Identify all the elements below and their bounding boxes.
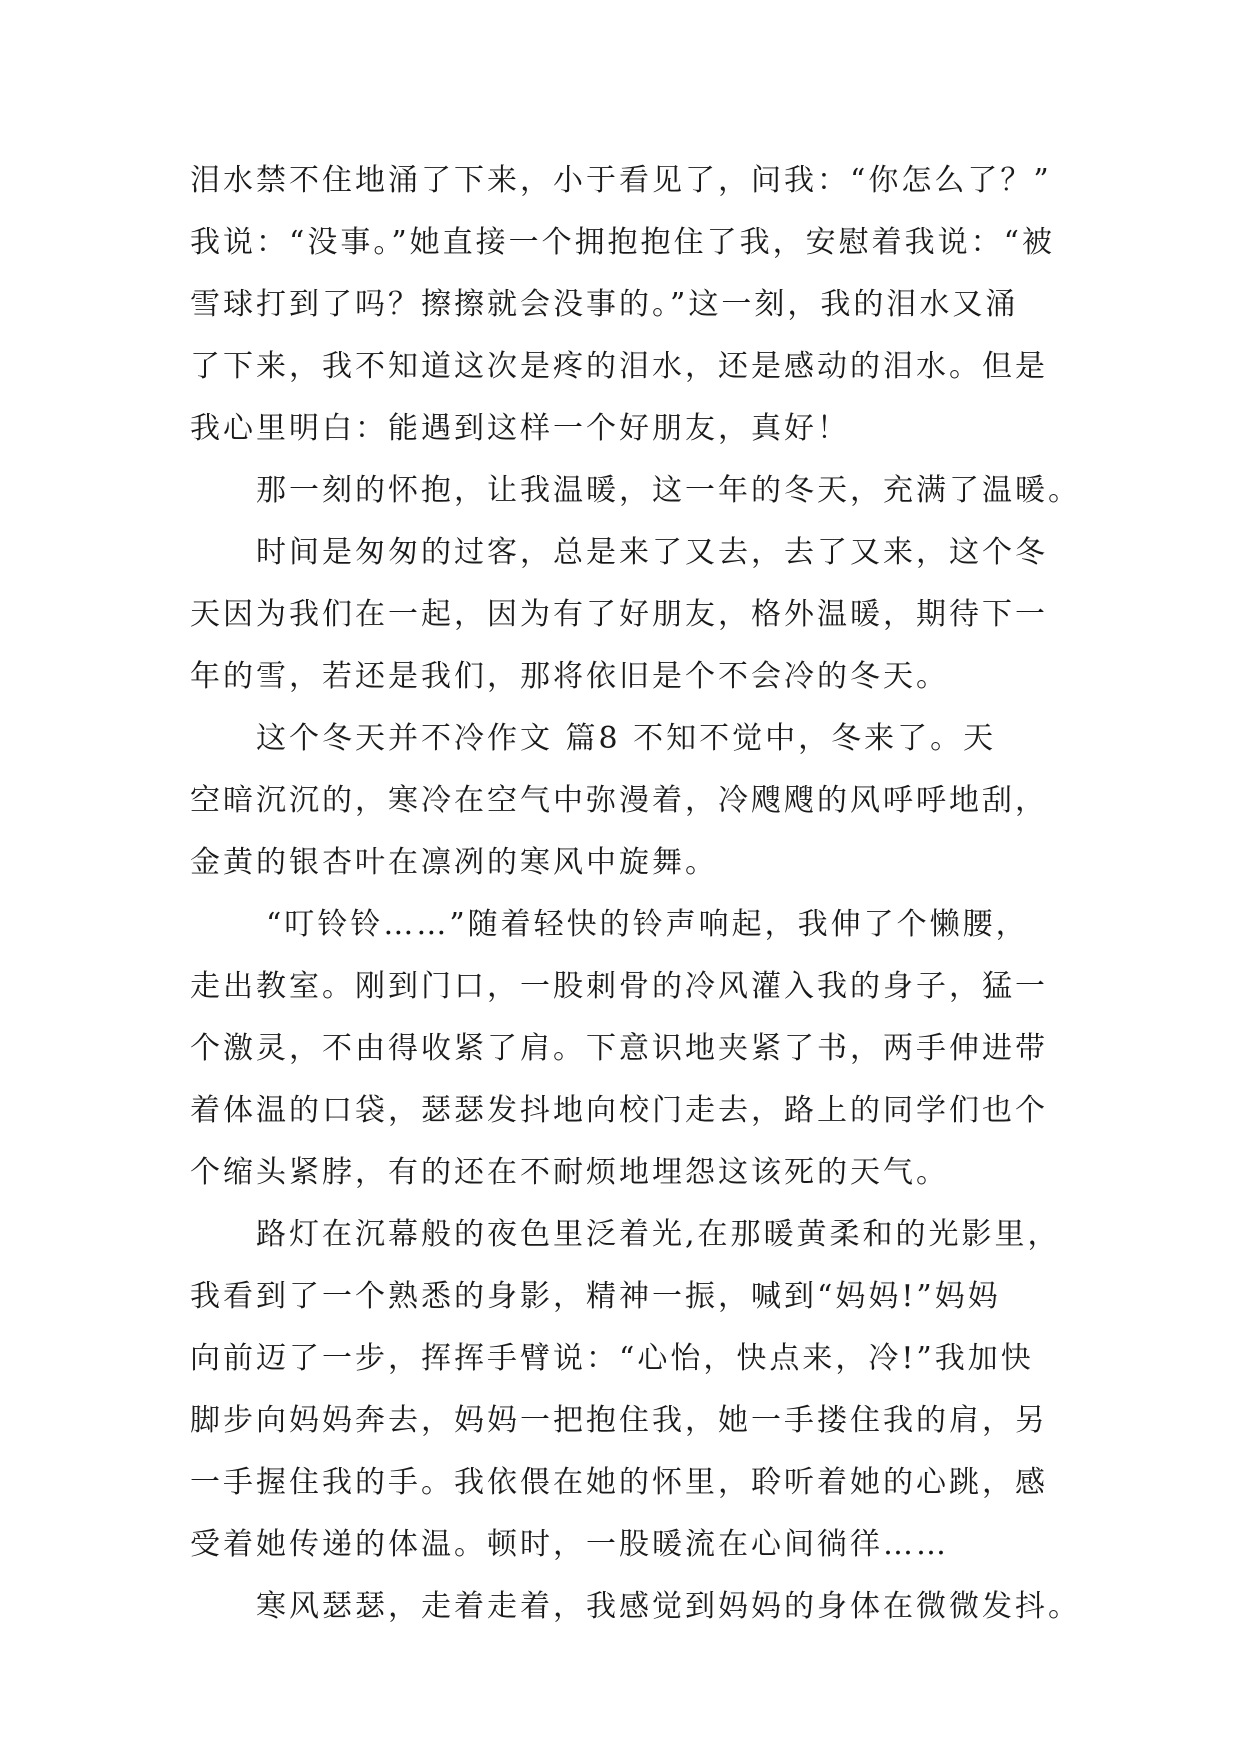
text-line: 一手握住我的手。我依偎在她的怀里，聆听着她的心跳，感 [190,1465,1048,1500]
text-line: 寒风瑟瑟，走着走着，我感觉到妈妈的身体在微微发抖。 [256,1589,1081,1624]
text-line: 着体温的口袋，瑟瑟发抖地向校门走去，路上的同学们也个 [190,1093,1048,1128]
text-line: 脚步向妈妈奔去，妈妈一把抱住我，她一手搂住我的肩，另 [190,1403,1048,1438]
text-line: 路灯在沉幕般的夜色里泛着光,在那暖黄柔和的光影里， [256,1217,1061,1252]
text-line: 了下来，我不知道这次是疼的泪水，还是感动的泪水。但是 [190,349,1048,384]
text-line: 天因为我们在一起，因为有了好朋友，格外温暖，期待下一 [190,597,1048,632]
text-line: 受着她传递的体温。顿时，一股暖流在心间徜徉…… [190,1527,949,1562]
text-line: 个缩头紧脖，有的还在不耐烦地埋怨这该死的天气。 [190,1155,949,1190]
text-line: 我心里明白：能遇到这样一个好朋友，真好！ [190,411,850,446]
text-line: 我说：“没事。”她直接一个拥抱抱住了我，安慰着我说：“被 [190,225,1056,260]
text-line: 个激灵，不由得收紧了肩。下意识地夹紧了书，两手伸进带 [190,1031,1048,1066]
body-text [190,150,1081,1638]
text-line: 向前迈了一步，挥挥手臂说：“心怡，快点来，冷!”我加快 [190,1341,1034,1376]
text-line: 时间是匆匆的过客，总是来了又去，去了又来，这个冬 [256,535,1048,570]
text-line: 泪水禁不住地涌了下来，小于看见了，问我：“你怎么了？” [190,163,1052,198]
text-line: 金黄的银杏叶在凛冽的寒风中旋舞。 [190,845,718,880]
text-line: 年的雪，若还是我们，那将依旧是个不会冷的冬天。 [190,659,949,694]
section-heading-line: 这个冬天并不冷作文 篇8 不知不觉中，冬来了。天 [256,721,997,756]
text-line: 雪球打到了吗？擦擦就会没事的。”这一刻，我的泪水又涌 [190,287,1019,322]
text-line: 空暗沉沉的，寒冷在空气中弥漫着，冷飕飕的风呼呼地刮， [190,783,1048,818]
text-line: “叮铃铃……”随着轻快的铃声响起，我伸了个懒腰， [266,907,1029,942]
text-line: 我看到了一个熟悉的身影，精神一振，喊到“妈妈!”妈妈 [190,1279,1001,1314]
text-line: 走出教室。刚到门口，一股刺骨的冷风灌入我的身子，猛一 [190,969,1048,1004]
text-line: 那一刻的怀抱，让我温暖，这一年的冬天，充满了温暖。 [256,473,1081,508]
